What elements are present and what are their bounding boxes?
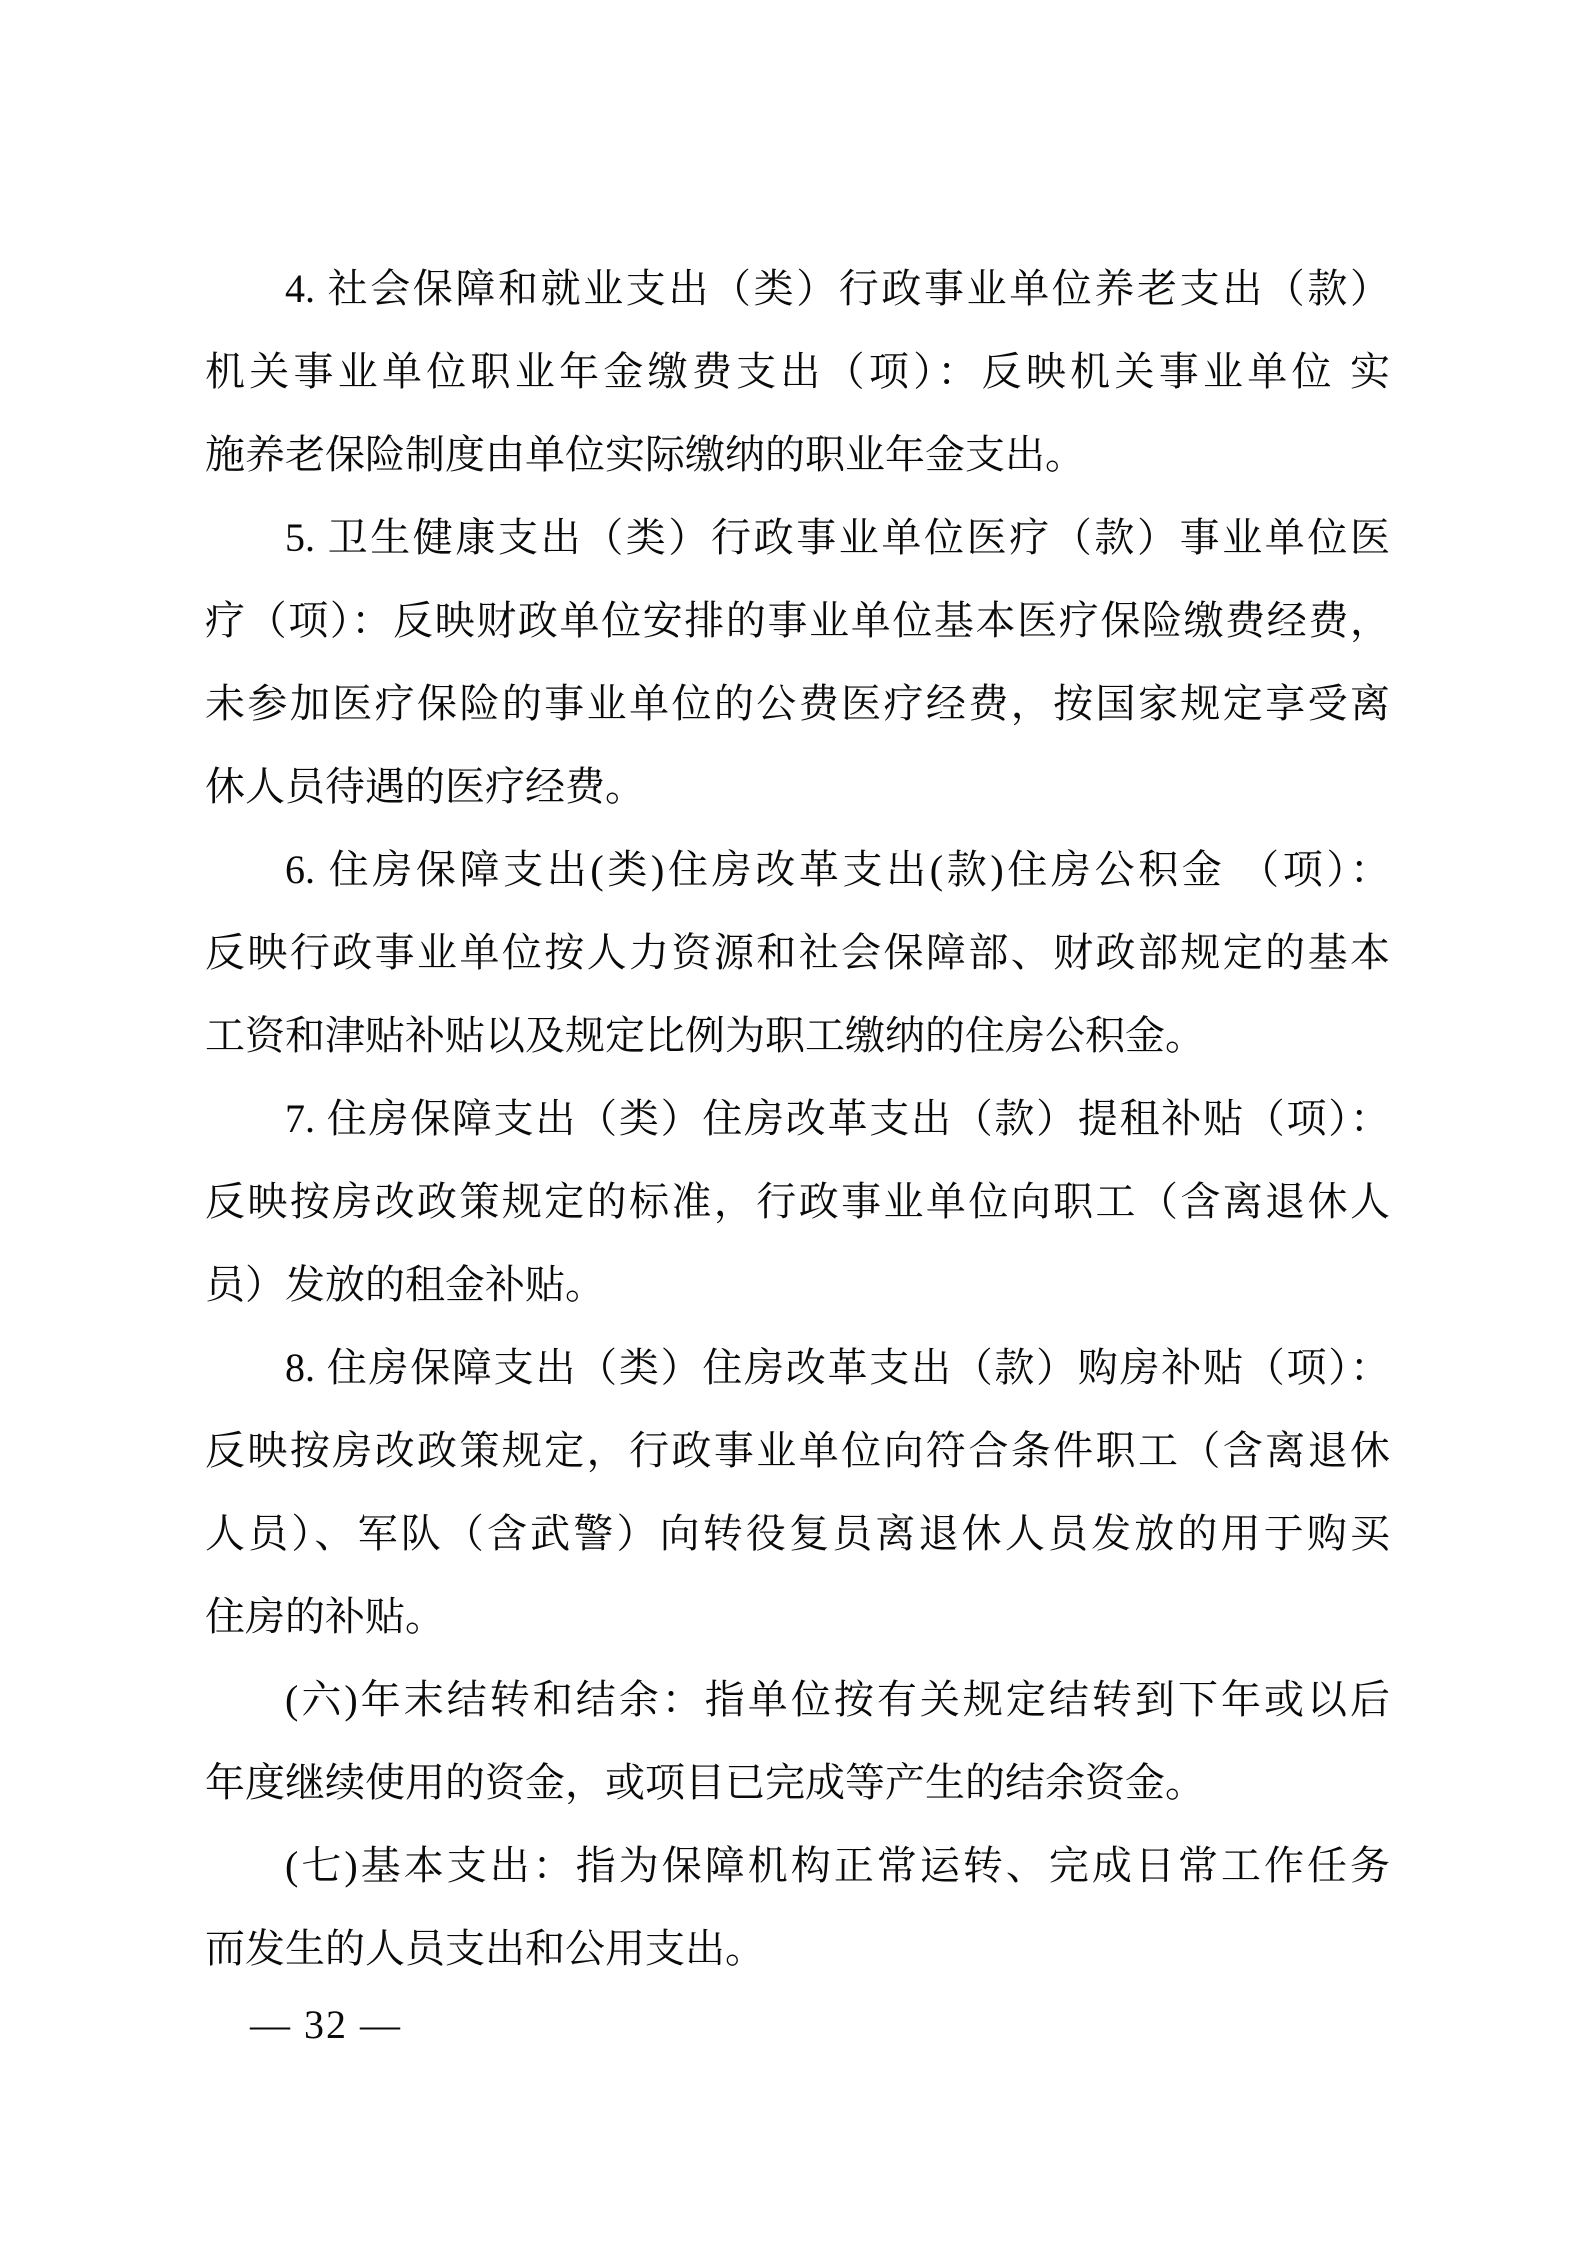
body-line: 人员）、军队（含武警）向转役复员离退休人员发放的用于购买 (205, 1511, 1390, 1556)
body-line: 6. 住房保障支出(类)住房改革支出(款)住房公积金 （项）： (285, 847, 1390, 892)
body-line: 工资和津贴补贴以及规定比例为职工缴纳的住房公积金。 (205, 1013, 1205, 1058)
body-line: 5. 卫生健康支出（类）行政事业单位医疗（款）事业单位医 (285, 515, 1390, 560)
document-body (205, 247, 1390, 1990)
body-line: 施养老保险制度由单位实际缴纳的职业年金支出。 (205, 432, 1085, 477)
body-line: 休人员待遇的医疗经费。 (205, 764, 645, 809)
body-line: 反映按房改政策规定的标准，行政事业单位向职工（含离退休人 (205, 1179, 1390, 1224)
body-line: 员）发放的租金补贴。 (205, 1262, 605, 1307)
body-line: 8. 住房保障支出（类）住房改革支出（款）购房补贴（项）： (285, 1345, 1390, 1390)
body-line: 未参加医疗保险的事业单位的公费医疗经费，按国家规定享受离 (205, 681, 1390, 726)
body-line: 疗（项）：反映财政单位安排的事业单位基本医疗保险缴费经费， (205, 598, 1390, 643)
body-line: 住房的补贴。 (205, 1594, 445, 1639)
body-line: 4. 社会保障和就业支出（类）行政事业单位养老支出（款） (285, 266, 1390, 311)
body-line: 而发生的人员支出和公用支出。 (205, 1926, 765, 1971)
body-line: 机关事业单位职业年金缴费支出（项）：反映机关事业单位 实 (205, 349, 1390, 394)
page-number: — 32 — (250, 2002, 402, 2047)
body-line: 反映行政事业单位按人力资源和社会保障部、财政部规定的基本 (205, 930, 1390, 975)
body-line: 7. 住房保障支出（类）住房改革支出（款）提租补贴（项）： (285, 1096, 1390, 1141)
body-line: 年度继续使用的资金，或项目已完成等产生的结余资金。 (205, 1760, 1205, 1805)
body-line: (六)年末结转和结余：指单位按有关规定结转到下年或以后 (285, 1677, 1390, 1722)
body-line: (七)基本支出：指为保障机构正常运转、完成日常工作任务 (285, 1843, 1390, 1888)
body-line: 反映按房改政策规定，行政事业单位向符合条件职工（含离退休 (205, 1428, 1390, 1473)
